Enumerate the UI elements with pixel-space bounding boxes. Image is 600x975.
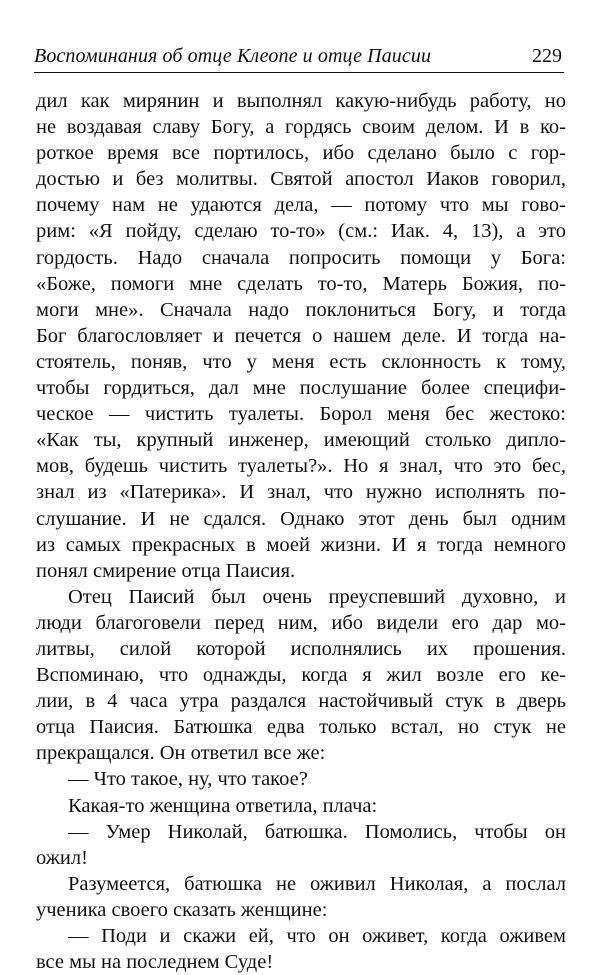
text-line: Разумеется, батюшка не оживил Николая, а послал [68, 872, 566, 895]
text-line: гордость. Надо сначала попросить помощи у Бога: [36, 246, 566, 269]
text-line: Отец Паисий был очень преуспевший духовно, и [68, 585, 566, 608]
text-line: рим: «Я пойду, сделаю то-то» (см.: Иак. 4, 13), а это [36, 220, 566, 243]
text-line: прекращался. Он ответил все же: [36, 742, 326, 765]
text-line: «Как ты, крупный инженер, имеющий столько дипло- [36, 429, 566, 452]
text-line: понял смирение отца Паисия. [36, 559, 296, 582]
body-text [36, 88, 566, 975]
text-line: достью и без молитвы. Святой апостол Иаков говорил, [36, 168, 566, 191]
text-line: почему нам не удаются дела, — потому что мы гово- [36, 194, 566, 217]
text-line: литвы, силой которой исполнялись их прошения. [36, 637, 566, 660]
text-line: — Поди и скажи ей, что он оживет, когда оживем [68, 925, 566, 947]
text-line: не воздавая славу Богу, а гордясь своим делом. И в ко- [36, 116, 566, 139]
text-line: моги мне». Сначала надо поклониться Богу, и тогда [36, 298, 566, 321]
text-line: Бог благословляет и печется о нашем деле. И тогда на- [36, 324, 566, 347]
text-line: ожил! [36, 846, 88, 869]
text-line: Вспоминаю, что однажды, когда я жил возле его ке- [36, 664, 566, 687]
text-line: «Боже, помоги мне сделать то-то, Матерь Божия, по- [36, 272, 566, 295]
text-line: из самых прекрасных в моей жизни. И я тогда немного [36, 533, 566, 556]
running-header-title: Воспоминания об отце Клеопе и отце Паисии [34, 45, 432, 67]
text-line: чтобы гордиться, дал мне послушание более специфи- [36, 377, 566, 400]
text-line: Какая-то женщина ответила, плача: [68, 794, 378, 817]
text-line: отца Паисия. Батюшка едва только встал, но стук не [36, 716, 566, 739]
text-line: дил как мирянин и выполнял какую-нибудь работу, но [36, 90, 566, 112]
page-number: 229 [532, 45, 562, 67]
text-line: стоятель, поняв, что у меня есть склонность к тому, [36, 350, 566, 373]
text-line: — Что такое, ну, что такое? [68, 768, 308, 791]
text-line: роткое время все портилось, ибо сделано было с гор- [36, 142, 566, 165]
text-line: — Умер Николай, батюшка. Помолись, чтобы он [68, 820, 566, 843]
text-line: лии, в 4 часа утра раздался настойчивый стук в дверь [36, 690, 566, 713]
text-line: знал из «Патерика». И знал, что нужно исполнять по- [36, 481, 566, 504]
text-line: мов, будешь чистить туалеты?». Но я знал, что это бес, [36, 455, 566, 478]
text-line: ученика своего сказать женщине: [36, 898, 328, 921]
text-line: все мы на последнем Суде! [36, 951, 274, 974]
running-header [34, 44, 564, 73]
text-line: ческое — чистить туалеты. Борол меня бес жестоко: [36, 403, 566, 426]
text-line: слушание. И не сдался. Однако этот день был одним [36, 507, 566, 530]
text-line: люди благоговели перед ним, ибо видели его дар мо- [36, 611, 566, 634]
